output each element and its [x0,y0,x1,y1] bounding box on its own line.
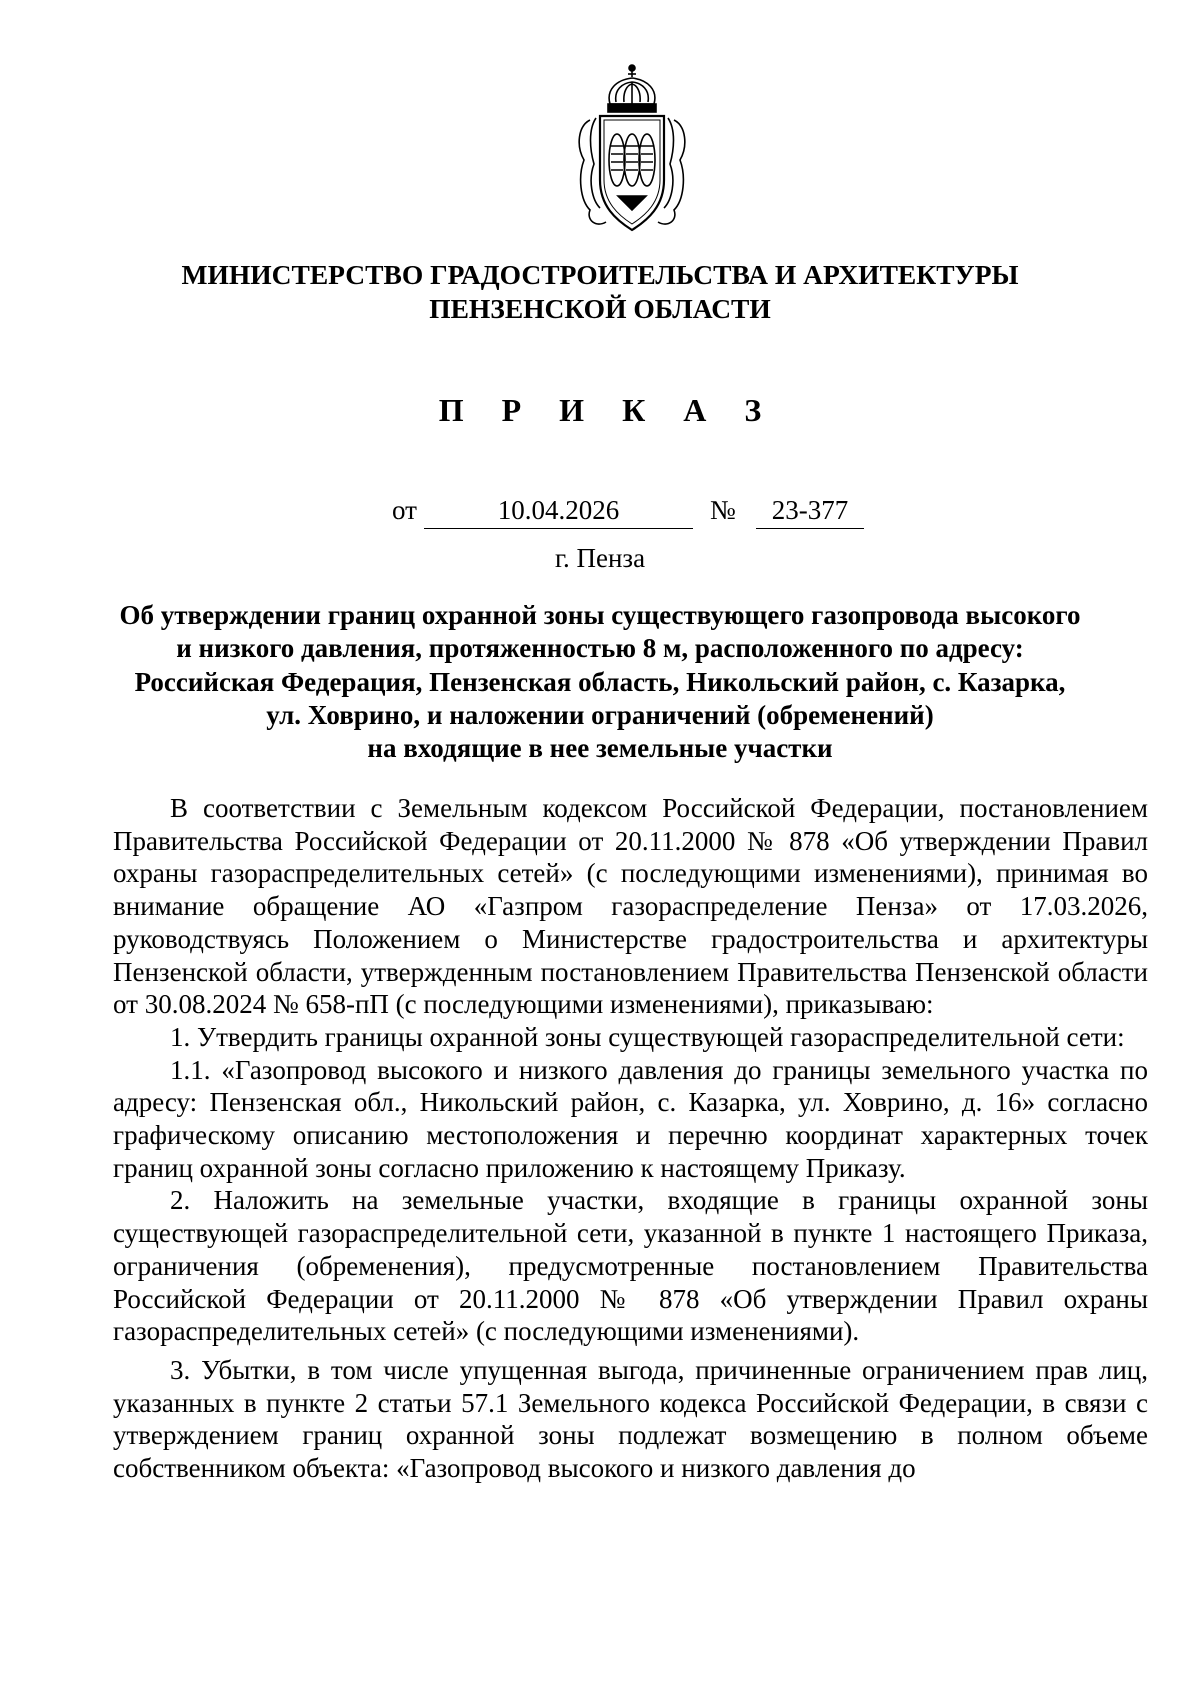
document-type-heading: П Р И К А З [438,392,777,428]
title-line-2: и низкого давления, протяженностью 8 м, расположенного по адресу: [176,633,1024,664]
document-date: 10.04.2026 [424,495,693,529]
city: г. Пенза [554,543,646,573]
preamble-paragraph: В соответствии с Земельным кодексом Российской Федерации, постановлением Правительства Российской Федерации от 20.11.2000 № 878 «Об утверждении Правил охраны газораспределительных сетей» (с последующими изменениями), принимая во внимание обращение АО «Газпром газораспределение Пенза» от 17.03.2026, руководствуясь Положением о Министерстве градостроительства и архитектуры Пензенской области, утвержденным постановлением Правительства Пензенской области от 30.08.2024 № 658-пП (с последующими изменениями), приказываю: [113,793,1148,1020]
paragraph-item-3: 3. Убытки, в том числе упущенная выгода, причиненные ограничением прав лиц, указанных в пункте 2 статьи 57.1 Земельного кодекса Российской Федерации, в связи с утверждением границ охранной зоны подлежат возмещению в полном объеме собственником объекта: «Газопровод высокого и низкого давления до [113,1354,1148,1484]
ministry-name [100,258,1100,326]
paragraph-item-1: 1. Утвердить границы охранной зоны существующей газораспределительной сети: [170,1021,1125,1052]
document-body [113,792,1148,1485]
ministry-line-1: МИНИСТЕРСТВО ГРАДОСТРОИТЕЛЬСТВА И АРХИТЕКТУРЫ [181,259,1019,290]
title-line-1: Об утверждении границ охранной зоны существующего газопровода высокого [119,600,1081,630]
title-line-3: Российская Федерация, Пензенская область, Никольский район, с. Казарка, [134,666,1066,697]
document-number: 23-377 [756,495,864,529]
number-label: № [710,495,736,525]
paragraph-item-1-1: 1.1. «Газопровод высокого и низкого давления до границы земельного участка по адресу: Пензенская обл., Никольский район, с. Казарка, ул. Ховрино, д. 16» согласно графическому описанию местоположения и перечню координат характерных точек границ охранной зоны согласно приложению к настоящему Приказу. [113,1054,1148,1183]
document-title [100,599,1100,765]
coat-of-arms-emblem [570,60,694,236]
paragraph-item-2: 2. Наложить на земельные участки, входящие в границы охранной зоны существующей газораспределительной сети, указанной в пункте 1 настоящего Приказа, ограничения (обременения), предусмотренные постановлением Правительства Российской Федерации от 20.11.2000 № 878 «Об утверждении Правил охраны газораспределительных сетей» (с последующими изменениями). [113,1185,1148,1347]
title-line-4: ул. Ховрино, и наложении ограничений (обременений) [266,699,934,730]
ministry-line-2: ПЕНЗЕНСКОЙ ОБЛАСТИ [429,293,771,324]
title-line-5: на входящие в нее земельные участки [367,733,833,764]
from-label: от [392,495,417,525]
